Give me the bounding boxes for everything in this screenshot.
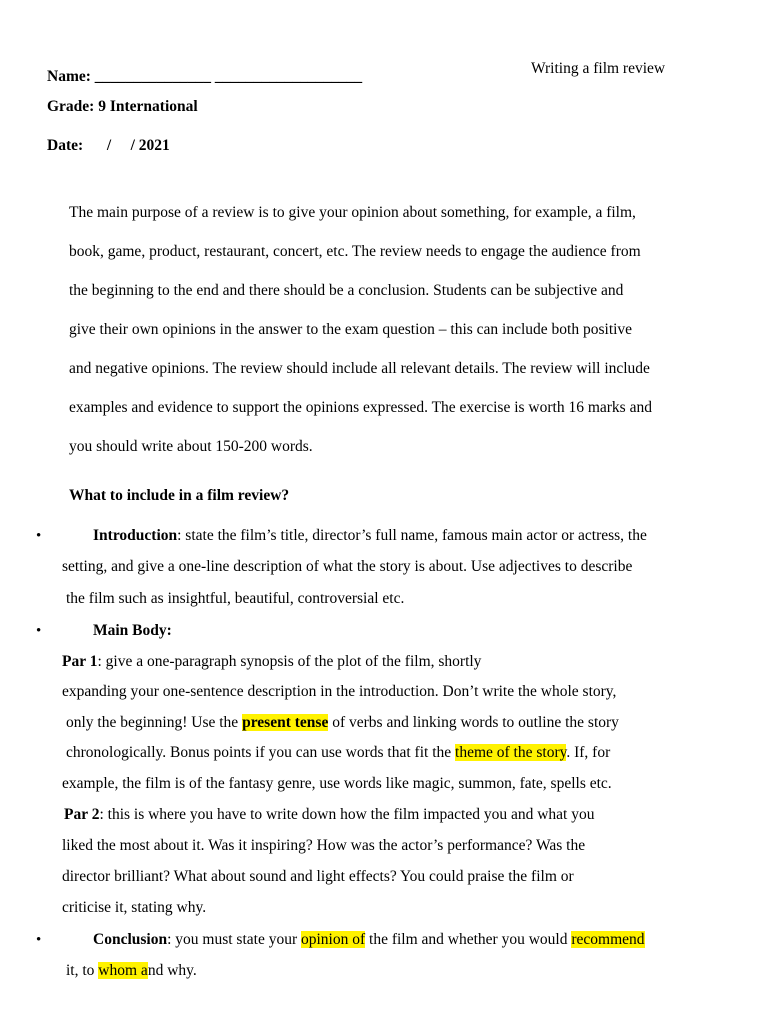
introduction-line-2: setting, and give a one-line description of what the story is about. Use adjectives to describe bbox=[62, 558, 633, 575]
section-heading: What to include in a film review? bbox=[69, 487, 290, 504]
highlight-whom: whom a bbox=[98, 962, 148, 979]
bullet-icon: • bbox=[36, 623, 42, 639]
intro-line: and negative opinions. The review should include all relevant details. The review will include bbox=[69, 360, 650, 377]
highlight-theme-of-story: theme of the story bbox=[455, 744, 567, 761]
highlight-present-tense: present tense bbox=[242, 714, 329, 731]
conclusion-label: Conclusion bbox=[93, 931, 168, 948]
par1-line-1: Par 1: give a one-paragraph synopsis of the plot of the film, shortly bbox=[62, 653, 482, 670]
par1-label: Par 1 bbox=[62, 653, 98, 670]
name-label: Name: bbox=[47, 68, 91, 85]
document-title: Writing a film review bbox=[531, 60, 666, 77]
introduction-label: Introduction bbox=[93, 527, 178, 544]
intro-line: the beginning to the end and there should be a conclusion. Students can be subjective and bbox=[69, 282, 624, 299]
par2-line-4: criticise it, stating why. bbox=[62, 899, 207, 916]
par1-line-3: only the beginning! Use the present tense of verbs and linking words to outline the story bbox=[66, 714, 619, 731]
intro-line: examples and evidence to support the opinions expressed. The exercise is worth 16 marks and bbox=[69, 399, 652, 416]
date-value: / / 2021 bbox=[106, 137, 170, 154]
highlight-recommend: recommend bbox=[571, 931, 645, 948]
bullet-icon: • bbox=[36, 932, 42, 948]
intro-line: give their own opinions in the answer to the exam question – this can include both positive bbox=[69, 321, 633, 338]
intro-line: The main purpose of a review is to give your opinion about something, for example, a film, bbox=[69, 204, 636, 221]
par2-label: Par 2 bbox=[64, 806, 100, 823]
par2-line-2: liked the most about it. Was it inspiring? How was the actor’s performance? Was the bbox=[62, 837, 586, 854]
name-blank: _______________ ___________________ bbox=[94, 68, 363, 85]
intro-line: book, game, product, restaurant, concert, etc. The review needs to engage the audience from bbox=[69, 243, 641, 260]
highlight-opinion-of: opinion of bbox=[301, 931, 366, 948]
name-row bbox=[47, 68, 362, 86]
introduction-line-3: the film such as insightful, beautiful, controversial etc. bbox=[66, 590, 405, 607]
par1-line-2: expanding your one-sentence description in the introduction. Don’t write the whole story, bbox=[62, 683, 617, 700]
grade-line: Grade: 9 International bbox=[47, 98, 198, 115]
conclusion-line-2: it, to whom and why. bbox=[66, 962, 197, 979]
date-label: Date: bbox=[47, 137, 84, 154]
par2-line-1: Par 2: this is where you have to write down how the film impacted you and what you bbox=[64, 806, 595, 823]
conclusion-line-1: Conclusion: you must state your opinion of the film and whether you would recommend bbox=[93, 931, 645, 948]
par2-line-3: director brilliant? What about sound and light effects? You could praise the film or bbox=[62, 868, 574, 885]
par1-line-4: chronologically. Bonus points if you can use words that fit the theme of the story. If, for bbox=[66, 744, 611, 761]
date-row bbox=[47, 137, 170, 155]
introduction-line-1: Introduction: state the film’s title, director’s full name, famous main actor or actress, the bbox=[93, 527, 647, 544]
bullet-icon: • bbox=[36, 528, 42, 544]
par1-line-5: example, the film is of the fantasy genre, use words like magic, summon, fate, spells etc. bbox=[62, 775, 612, 792]
intro-line: you should write about 150-200 words. bbox=[69, 438, 313, 455]
main-body-label: Main Body: bbox=[93, 622, 172, 639]
